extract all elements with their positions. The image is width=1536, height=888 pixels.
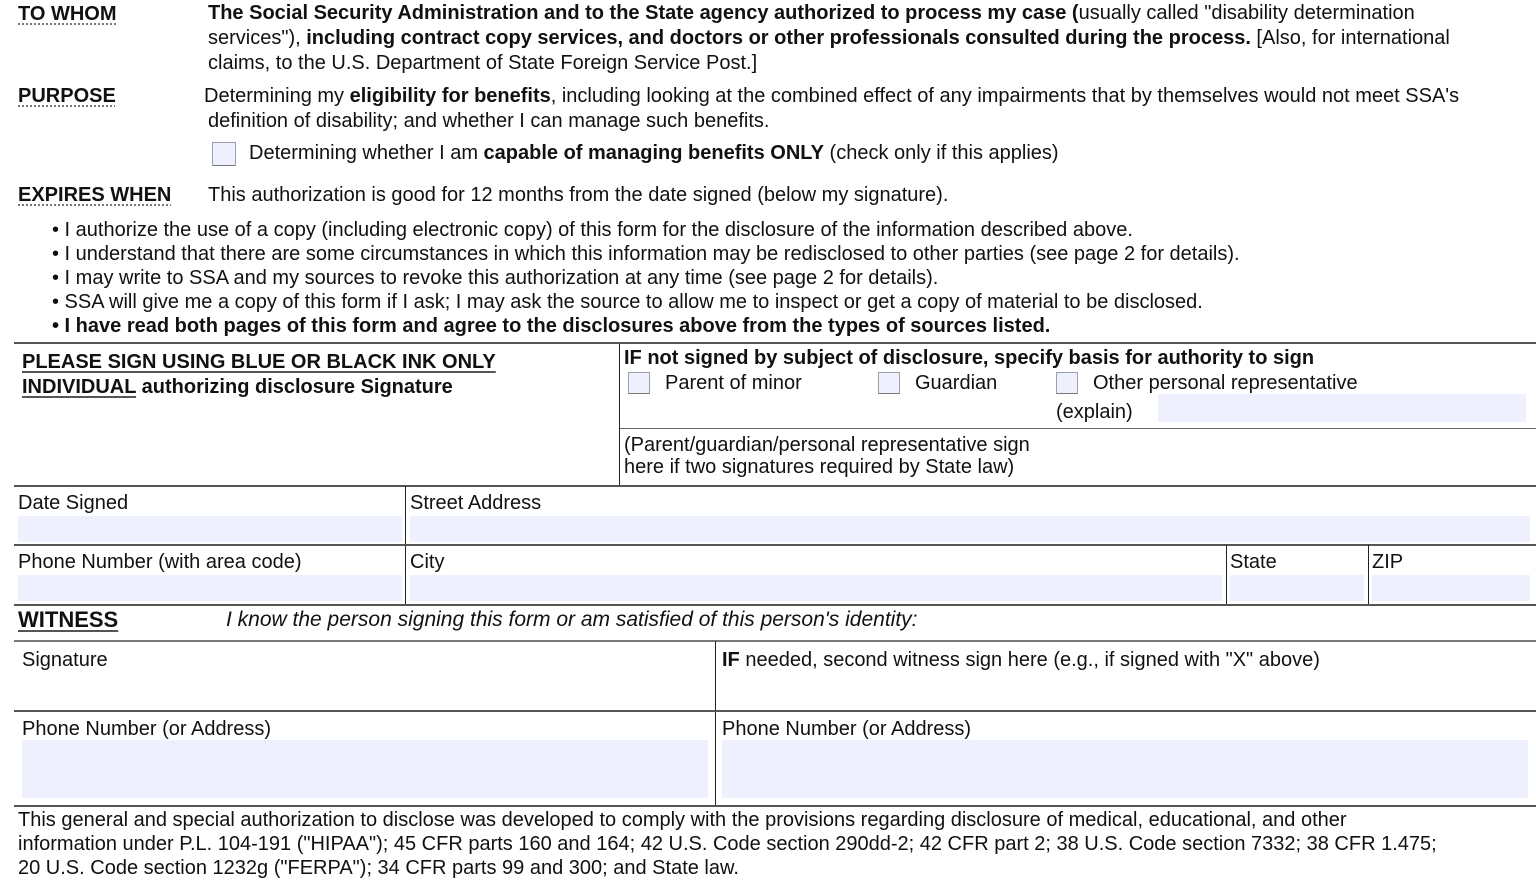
to-whom-line2-rest: [Also, for international — [1250, 27, 1450, 49]
purpose-line1-rest: , including looking at the combined effect of any impairments that by themselves would not meet SSA's — [550, 85, 1460, 107]
second-witness-if: IF — [722, 649, 740, 671]
divider — [1226, 545, 1227, 604]
checkbox-label-bold: capable of managing benefits ONLY — [483, 142, 824, 164]
state-input[interactable] — [1230, 575, 1364, 601]
date-signed-input[interactable] — [18, 516, 402, 542]
to-whom-line2-bold: including contract copy services, and doctors or other professionals consulted during the process. — [306, 27, 1251, 49]
zip-label: ZIP — [1372, 551, 1404, 573]
divider — [14, 710, 1536, 712]
street-address-label: Street Address — [410, 492, 542, 514]
individual-signature-label — [22, 375, 453, 399]
bullet-item: • SSA will give me a copy of this form if I ask; I may ask the source to allow me to inspect or get a copy of material to be disclosed. — [52, 291, 1203, 313]
second-witness-phone-label: Phone Number (or Address) — [722, 718, 972, 740]
purpose-line2: definition of disability; and whether I can manage such benefits. — [208, 110, 770, 132]
explain-input[interactable] — [1158, 394, 1526, 422]
checkbox-label-rest: (check only if this applies) — [824, 142, 1059, 164]
individual-signature-area[interactable] — [14, 402, 618, 484]
divider — [14, 805, 1536, 807]
individual-label: INDIVIDUAL — [22, 376, 137, 398]
divider — [14, 342, 1536, 344]
expires-when-label: EXPIRES WHEN — [18, 184, 172, 206]
divider — [715, 641, 716, 806]
checkbox-label-pre: Determining whether I am — [249, 142, 484, 164]
to-whom-label: TO WHOM — [18, 3, 117, 25]
second-witness-phone-input[interactable] — [722, 740, 1528, 798]
footer-line1: This general and special authorization to disclose was developed to comply with the provisions regarding disclosure of medical, educational, and other — [18, 809, 1347, 831]
purpose-line1-bold: eligibility for benefits — [349, 85, 551, 107]
witness-label: WITNESS — [18, 607, 119, 632]
phone-label: Phone Number (with area code) — [18, 551, 302, 573]
purpose-label: PURPOSE — [18, 85, 116, 107]
divider — [14, 640, 1536, 642]
bullet-item: • I may write to SSA and my sources to revoke this authorization at any time (see page 2 for details). — [52, 267, 939, 289]
witness-phone-input[interactable] — [22, 740, 708, 798]
city-label: City — [410, 551, 445, 573]
legal-footer — [18, 808, 1437, 880]
ink-notice: PLEASE SIGN USING BLUE OR BLACK INK ONLY — [22, 351, 496, 373]
divider — [620, 428, 1536, 429]
purpose-text — [204, 84, 1534, 134]
street-address-input[interactable] — [410, 516, 1530, 542]
state-label: State — [1230, 551, 1277, 573]
second-sign-line2: here if two signatures required by State law) — [624, 456, 1015, 478]
purpose-line1-pre: Determining my — [204, 85, 350, 107]
other-representative-checkbox[interactable] — [1056, 372, 1078, 394]
divider — [1368, 545, 1369, 604]
city-input[interactable] — [410, 575, 1222, 601]
bullet-item: • I understand that there are some circumstances in which this information may be redisclosed to other parties (see page 2 for details). — [52, 243, 1240, 265]
to-whom-text — [208, 1, 1528, 76]
bullet-item: • I authorize the use of a copy (including electronic copy) of this form for the disclosure of the information described above. — [52, 219, 1133, 241]
capable-managing-benefits-checkbox[interactable] — [212, 142, 236, 166]
to-whom-line3: claims, to the U.S. Department of State Foreign Service Post.] — [208, 52, 758, 74]
second-witness-rest: needed, second witness sign here (e.g., if signed with "X" above) — [739, 649, 1320, 671]
explain-label: (explain) — [1056, 401, 1133, 423]
divider — [14, 544, 1536, 546]
second-sign-note — [624, 434, 1030, 478]
witness-statement: I know the person signing this form or am satisfied of this person's identity: — [226, 608, 918, 631]
witness-phone-label: Phone Number (or Address) — [22, 718, 272, 740]
guardian-checkbox[interactable] — [878, 372, 900, 394]
divider — [14, 485, 1536, 487]
witness-signature-label: Signature — [22, 649, 108, 671]
authority-heading: IF not signed by subject of disclosure, specify basis for authority to sign — [624, 347, 1315, 369]
capable-managing-benefits-label — [249, 141, 1059, 166]
bullet-item-agreement: • I have read both pages of this form and agree to the disclosures above from the types of sources listed. — [52, 315, 1051, 337]
individual-label-rest: authorizing disclosure Signature — [136, 376, 453, 398]
second-sign-line1: (Parent/guardian/personal representative sign — [624, 434, 1030, 456]
parent-of-minor-label: Parent of minor — [665, 372, 802, 394]
footer-line3: 20 U.S. Code section 1232g ("FERPA"); 34 CFR parts 99 and 300; and State law. — [18, 857, 739, 879]
date-signed-label: Date Signed — [18, 492, 129, 514]
parent-of-minor-checkbox[interactable] — [628, 372, 650, 394]
divider — [14, 604, 1536, 606]
phone-input[interactable] — [18, 575, 402, 601]
to-whom-line2-pre: services"), — [208, 27, 307, 49]
second-witness-signature-area[interactable] — [720, 674, 1530, 708]
divider — [619, 344, 620, 486]
zip-input[interactable] — [1372, 575, 1530, 601]
second-witness-label — [722, 648, 1320, 672]
footer-line2: information under P.L. 104-191 ("HIPAA"); 45 CFR parts 160 and 164; 42 U.S. Code section 290dd-2; 42 CFR part 2; 38 U.S. Code section 7332; 38 CFR 1.475; — [18, 833, 1437, 855]
other-representative-label: Other personal representative — [1093, 372, 1358, 394]
guardian-label: Guardian — [915, 372, 998, 394]
to-whom-line1-bold: The Social Security Administration and to the State agency authorized to process my case ( — [208, 2, 1079, 24]
to-whom-line1-rest: usually called "disability determination — [1078, 2, 1415, 24]
witness-signature-area[interactable] — [18, 674, 710, 708]
expires-when-text: This authorization is good for 12 months from the date signed (below my signature). — [208, 184, 949, 206]
